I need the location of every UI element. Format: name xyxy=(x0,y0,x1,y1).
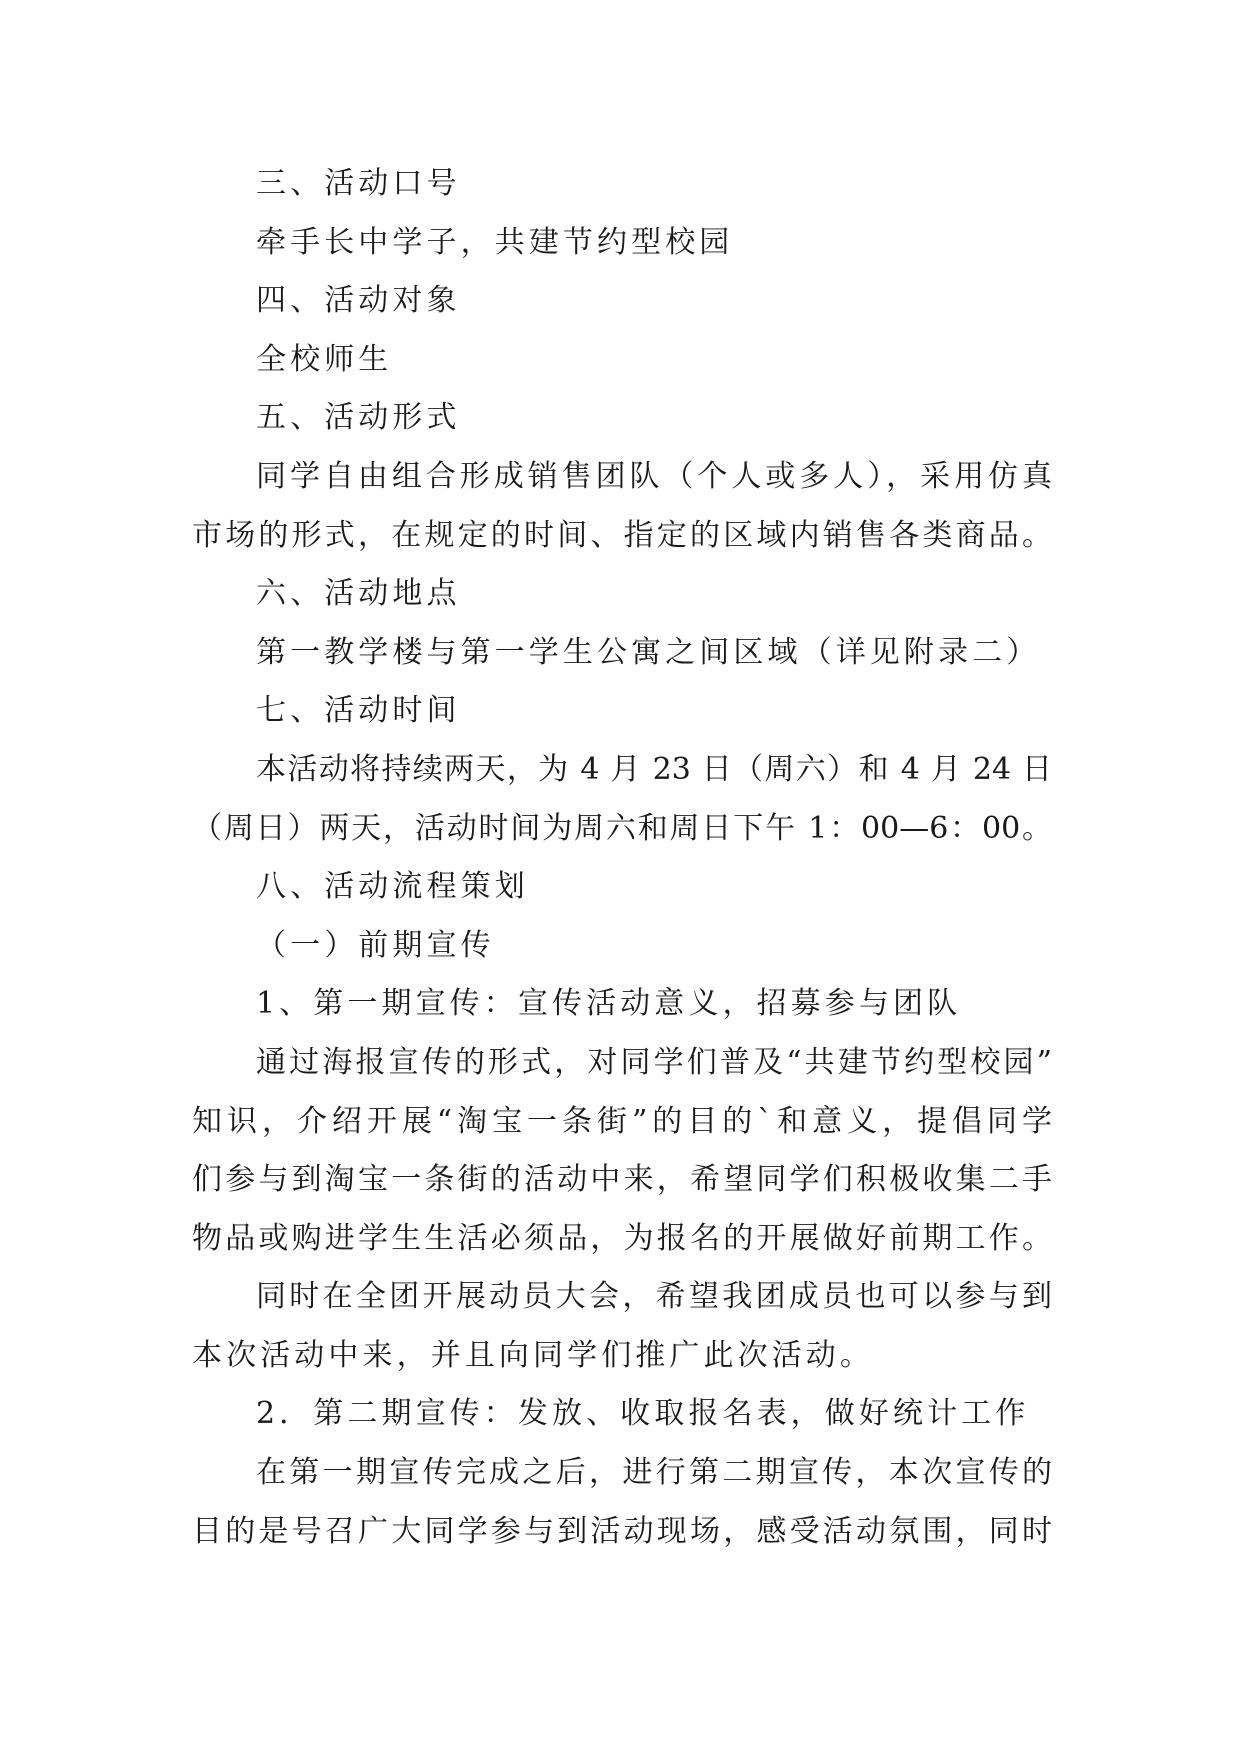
heading-time: 七、活动时间 xyxy=(256,693,461,729)
phase-one-text-line: 物品或购进学生生活必须品，为报名的开展做好前期工作。 xyxy=(192,1220,1052,1256)
document-body xyxy=(192,155,1052,1561)
audience-text: 全校师生 xyxy=(256,341,393,377)
heading-audience: 四、活动对象 xyxy=(256,283,461,319)
heading-location: 六、活动地点 xyxy=(256,576,461,612)
location-text: 第一教学楼与第一学生公寓之间区域（详见附录二） xyxy=(256,634,1041,670)
mobilization-text-line: 本次活动中来，并且向同学们推广此次活动。 xyxy=(192,1337,874,1373)
time-text-line: 本活动将持续两天，为 4 月 23 日（周六）和 4 月 24 日 xyxy=(256,751,1052,787)
mobilization-text-line: 同时在全团开展动员大会，希望我团成员也可以参与到 xyxy=(256,1279,1052,1315)
format-text-line: 同学自由组合形成销售团队（个人或多人），采用仿真 xyxy=(256,458,1052,494)
slogan-text: 牵手长中学子，共建节约型校园 xyxy=(256,224,734,260)
heading-process: 八、活动流程策划 xyxy=(256,869,529,905)
phase-one-text-line: 知识，介绍开展“淘宝一条街”的目的`和意义，提倡同学 xyxy=(192,1103,1052,1139)
time-text-line: （周日）两天，活动时间为周六和周日下午 1：00—6：00。 xyxy=(192,810,1052,846)
phase-two-text-line: 目的是号召广大同学参与到活动现场，感受活动氛围，同时 xyxy=(192,1513,1052,1549)
phase-one-title: 1、第一期宣传：宣传活动意义，招募参与团队 xyxy=(256,986,962,1022)
heading-slogan: 三、活动口号 xyxy=(256,166,461,201)
phase-one-text-line: 通过海报宣传的形式，对同学们普及“共建节约型校园” xyxy=(256,1044,1052,1080)
format-text-line: 市场的形式，在规定的时间、指定的区域内销售各类商品。 xyxy=(192,517,1052,553)
phase-two-text-line: 在第一期宣传完成之后，进行第二期宣传，本次宣传的 xyxy=(256,1455,1052,1491)
heading-format: 五、活动形式 xyxy=(256,400,461,436)
subheading-promotion: （一）前期宣传 xyxy=(256,927,495,963)
phase-two-title: 2．第二期宣传：发放、收取报名表，做好统计工作 xyxy=(256,1396,1030,1432)
phase-one-text-line: 们参与到淘宝一条街的活动中来，希望同学们积极收集二手 xyxy=(192,1162,1052,1198)
